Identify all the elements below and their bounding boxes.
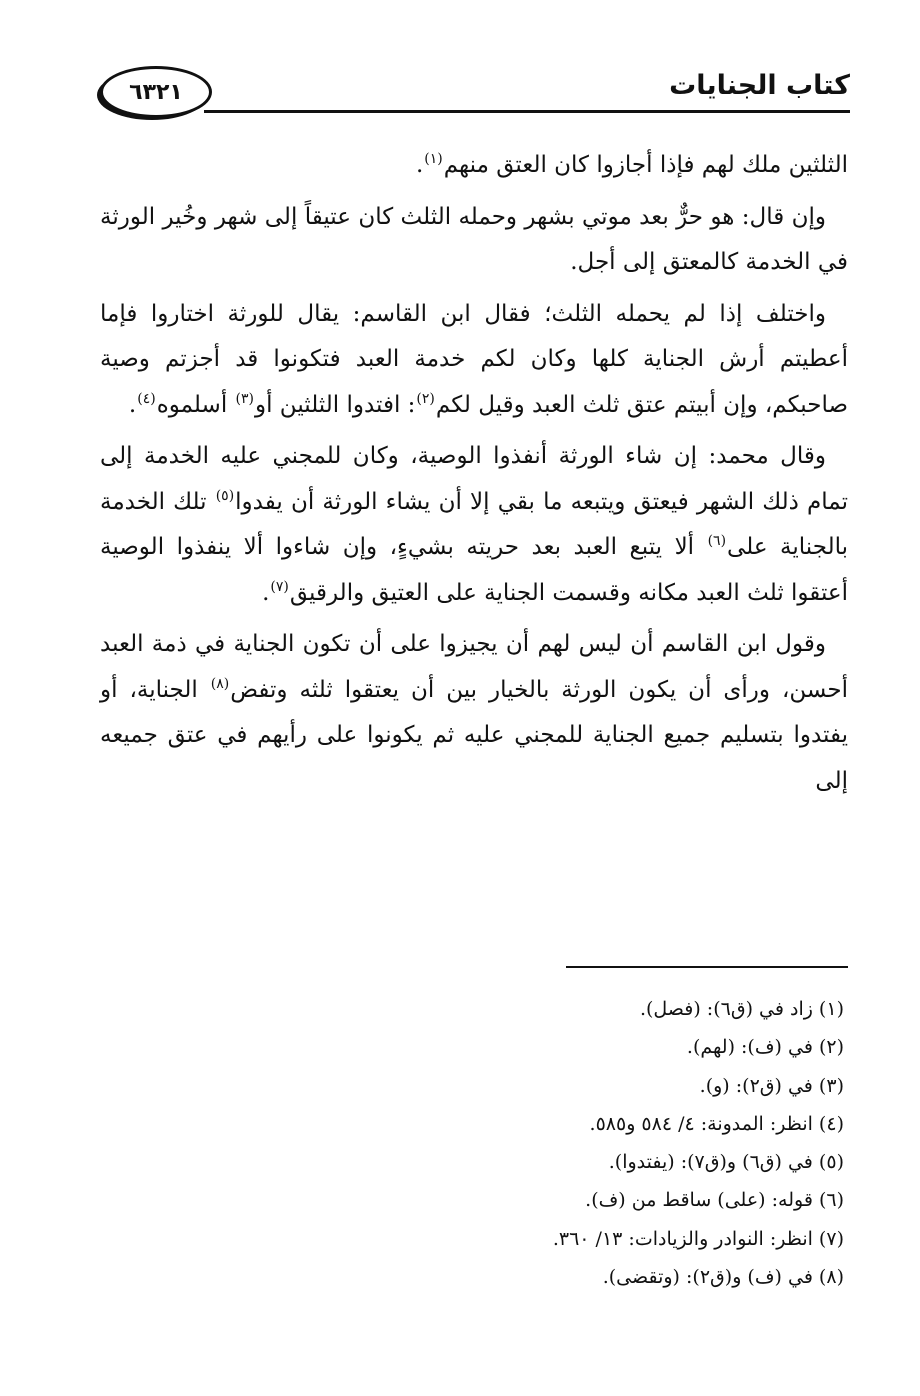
footnote-7: (٧) انظر: النوادر والزيادات: ١٣/ ٣٦٠. <box>552 1227 844 1250</box>
footnote-6: (٦) قوله: (على) ساقط من (ف). <box>585 1189 844 1212</box>
footnote-ref-2: (٢) <box>416 390 435 407</box>
footnote-1: (١) زاد في (ق٦): (فصل). <box>639 998 844 1020</box>
paragraph-4-end: . <box>262 579 270 606</box>
paragraph-5 <box>100 622 848 804</box>
footnote-8: (٨) في (ف) و(ق٢): (وتقضى). <box>602 1266 844 1289</box>
page-number: ٦٣٢١ <box>100 66 212 118</box>
footnote-ref-5: (٥) <box>215 487 235 504</box>
footnote-5: (٥) في (ق٦) و(ق٧): (يفتدوا). <box>608 1151 844 1174</box>
paragraph-1-text: الثلثين ملك لهم فإذا أجازوا كان العتق منهم <box>443 152 848 178</box>
paragraph-1-end: . <box>415 152 424 178</box>
paragraph-4 <box>100 434 848 616</box>
footnote-3: (٣) في (ق٢): (و). <box>699 1074 844 1097</box>
footnote-ref-1: (١) <box>424 151 443 168</box>
paragraph-4-text-c: ألا يتبع العبد بعد حريته بشيءٍ، وإن شاءوا ألا ينفذوا الوصية أعتقوا ثلث العبد مكانه وقسمت الجناية على العتيق والرقيق <box>100 534 848 606</box>
paragraph-5-text-a: وقول ابن القاسم أن ليس لهم أن يجيزوا على أن تكون الجناية في ذمة العبد أحسن، ورأى أن يكون الورثة بالخيار بين أن يعتقوا ثلثه وتفض <box>100 631 849 703</box>
footnote-separator <box>566 966 848 968</box>
paragraph-3-text-b: : افتدوا الثلثين أو <box>255 391 416 418</box>
page-header <box>100 62 850 126</box>
paragraph-3-text-a: واختلف إذا لم يحمله الثلث؛ فقال ابن القاسم: يقال للورثة اختاروا فإما أعطيتم أرش الجناية كلها وكان لكم خدمة العبد فتكونوا قد أجزتم وصية صاحبكم، وإن أبيتم عتق ثلث العبد وقيل لكم <box>100 300 848 418</box>
paragraph-1 <box>100 143 848 189</box>
footnote-ref-8: (٨) <box>210 675 230 692</box>
paragraph-4-text-a: وقال محمد: إن شاء الورثة أنفذوا الوصية، وكان للمجني عليه الخدمة إلى تمام ذلك الشهر فيعتق ويتبعه ما بقي إلا أن يشاء الورثة أن يفدوا <box>100 443 848 515</box>
paragraph-3 <box>100 292 848 429</box>
paragraph-5-text-b: الجناية، أو يفتدوا بتسليم جميع الجناية للمجني عليه ثم يكونوا على رأيهم في عتق جميعه إلى <box>100 676 848 794</box>
paragraph-3-text-c: أسلموه <box>156 391 235 418</box>
paragraph-4-text-b: تلك الخدمة بالجناية على <box>100 488 848 560</box>
footnotes <box>100 990 848 1296</box>
footnote-2: (٢) في (ف): (لهم). <box>686 1036 844 1059</box>
chapter-title: كتاب الجنايات <box>669 70 850 101</box>
paragraph-2-text: وإن قال: هو حرٌّ بعد موتي بشهر وحمله الثلث كان عتيقاً إلى شهر وخُير الورثة في الخدمة كالمعتق إلى أجل. <box>100 203 848 275</box>
footnote-ref-4: (٤) <box>137 390 156 407</box>
footnote-ref-7: (٧) <box>270 578 289 595</box>
paragraph-3-end: . <box>128 391 137 418</box>
paragraph-2 <box>100 195 848 286</box>
footnote-ref-3: (٣) <box>235 390 254 407</box>
footnote-ref-6: (٦) <box>707 533 727 550</box>
footnote-4: (٤) انظر: المدونة: ٤/ ٥٨٤ و٥٨٥. <box>589 1112 844 1135</box>
main-text <box>100 143 848 810</box>
header-rule <box>204 110 850 113</box>
